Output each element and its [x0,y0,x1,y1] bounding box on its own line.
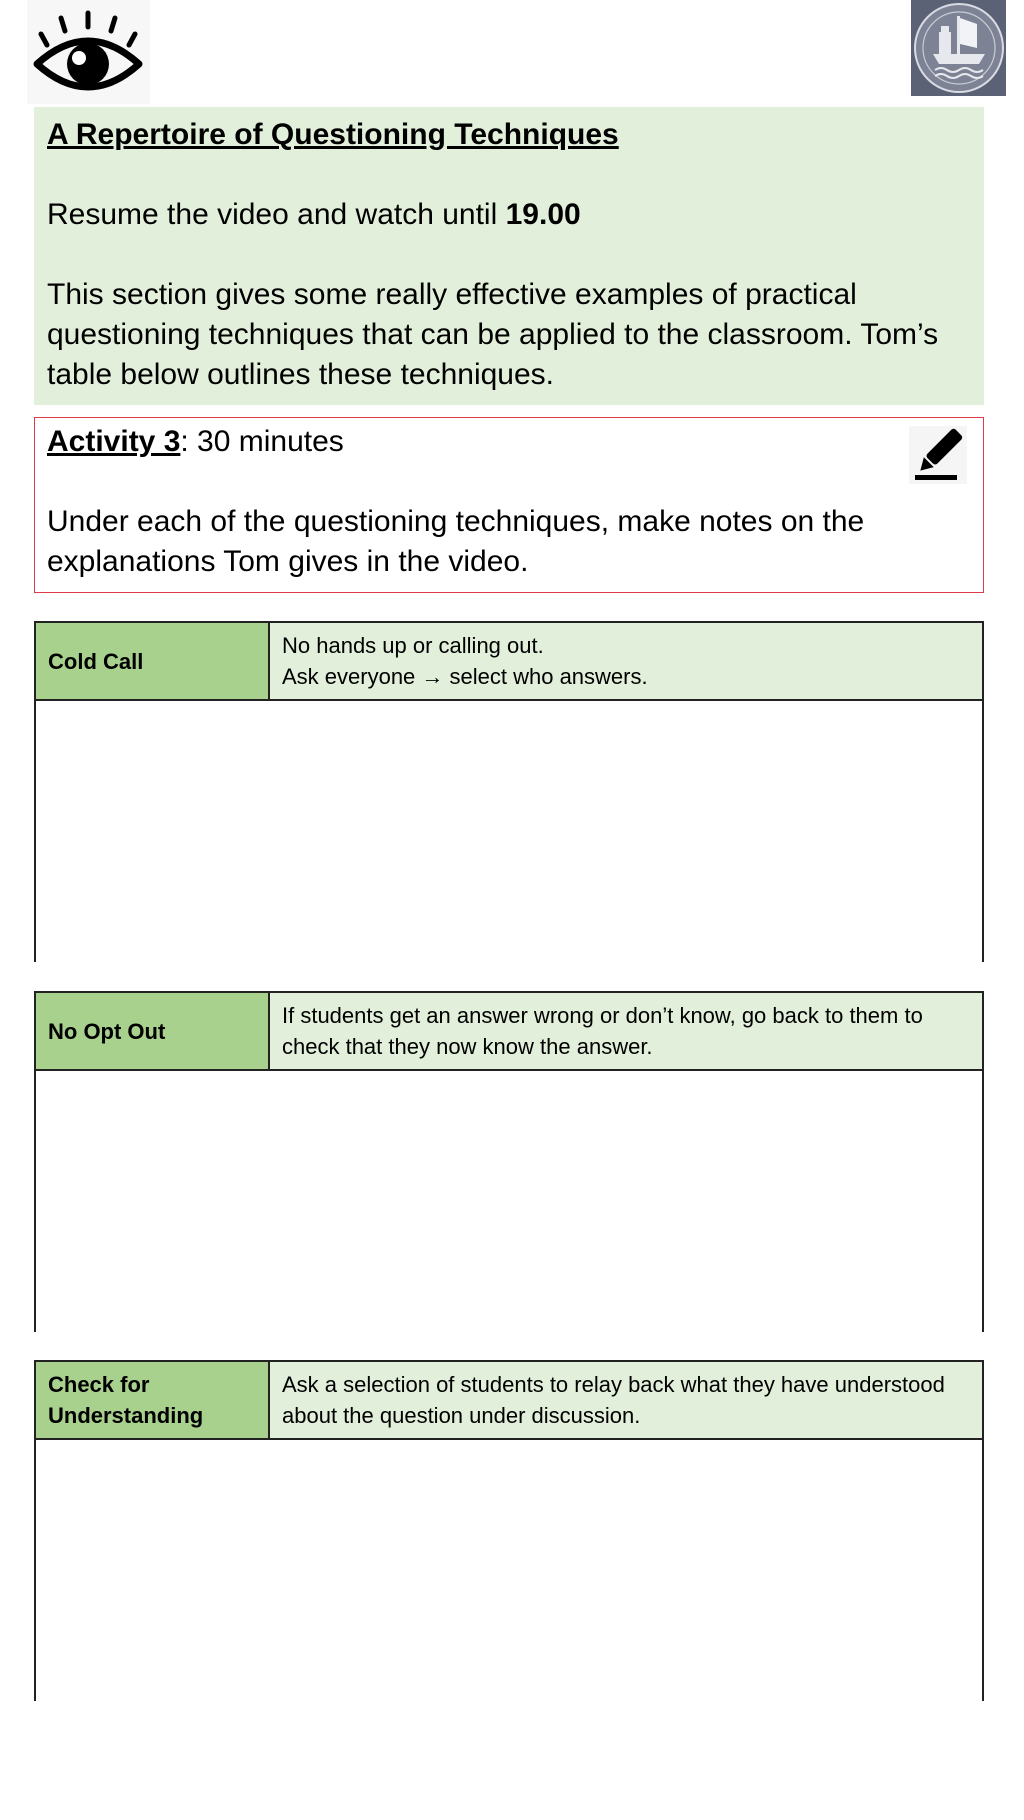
eye-icon [27,0,150,104]
resume-instruction [47,195,971,235]
intro-panel [34,107,984,405]
pencil-icon [909,426,967,484]
resume-text: Resume the video and watch until [47,198,506,231]
page-title: A Repertoire of Questioning Techniques [47,118,619,151]
technique-description-line: Ask everyone → select who answers. [282,664,648,689]
technique-description-line: No hands up or calling out. [282,633,544,658]
activity-label: Activity 3 [47,425,181,458]
notes-area[interactable] [36,701,982,964]
notes-area[interactable] [36,1071,982,1334]
activity-duration: : 30 minutes [180,425,344,458]
technique-description: Ask a selection of students to relay back what they have understood about the question under discussion. [270,1362,982,1438]
notes-area[interactable] [36,1440,982,1703]
activity-instruction: Under each of the questioning techniques, make notes on the explanations Tom gives in the video. [47,505,865,578]
resume-time: 19.00 [505,198,581,231]
technique-cold-call [34,621,984,962]
activity-heading [47,422,971,462]
technique-no-opt-out [34,991,984,1332]
school-crest-logo [911,0,1006,96]
section-description: This section gives some really effective examples of practical questioning techniques that can be applied to the classroom. Tom’s table below outlines these techniques. [47,278,939,391]
technique-header [36,1362,982,1440]
activity-panel [34,417,984,593]
technique-header [36,623,982,701]
technique-check-for-understanding [34,1360,984,1701]
technique-description: If students get an answer wrong or don’t know, go back to them to check that they now know the answer. [270,993,982,1069]
technique-name: Cold Call [36,623,270,699]
technique-header [36,993,982,1071]
technique-name: Check for Understanding [36,1362,270,1438]
technique-description [270,623,982,699]
technique-name: No Opt Out [36,993,270,1069]
